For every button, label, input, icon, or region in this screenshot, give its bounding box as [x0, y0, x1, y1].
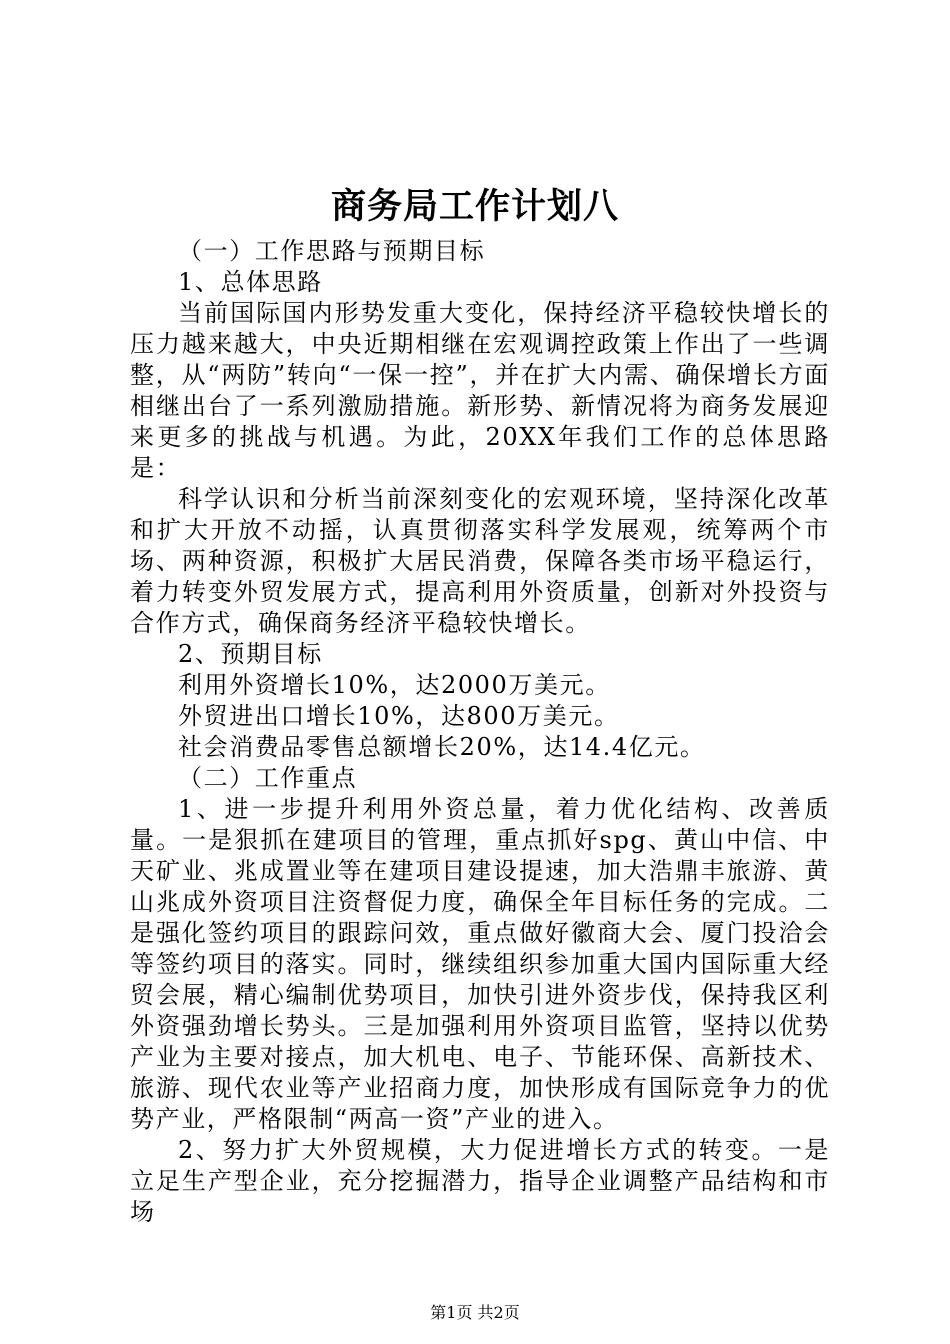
target-retail-sales: 社会消费品零售总额增长20%，达14.4亿元。 — [178, 733, 706, 761]
paragraph-key-work-2: 2、努力扩大外贸规模，大力促进增长方式的转变。一是立足生产型企业，充分挖掘潜力，指导企业调整产品结构和市场 — [130, 1136, 830, 1226]
target-foreign-investment: 利用外资增长10%，达2000万美元。 — [178, 671, 611, 699]
section-heading-2: （二）工作重点 — [178, 764, 358, 792]
subheading-expected-targets: 2、预期目标 — [178, 640, 323, 668]
document-body — [130, 236, 830, 1228]
target-foreign-trade: 外贸进出口增长10%，达800万美元。 — [178, 702, 620, 730]
page-footer: 第1页 共2页 — [430, 1303, 520, 1322]
paragraph-key-work-1: 1、进一步提升利用外资总量，着力优化结构、改善质量。一是狠抓在建项目的管理，重点抓好spg、黄山中信、中天矿业、兆成置业等在建项目建设提速，加大浩鼎丰旅游、黄山兆成外资项目注资督促力度，确保全年目标任务的完成。二是强化签约项目的跟踪问效，重点做好徽商大会、厦门投洽会等签约项目的落实。同时，继续组织参加重大国内国际重大经贸会展，精心编制优势项目，加快引进外资步伐，保持我区利外资强劲增长势头。三是加强利用外资项目监管，坚持以优势产业为主要对接点，加大机电、电子、节能环保、高新技术、旅游、现代农业等产业招商力度，加快形成有国际竞争力的优势产业，严格限制“两高一资”产业的进入。 — [130, 795, 830, 1133]
subheading-overall-approach: 1、总体思路 — [178, 268, 323, 296]
document-title: 商务局工作计划八 — [330, 186, 619, 227]
paragraph-situation: 当前国际国内形势发重大变化，保持经济平稳较快增长的压力越来越大，中央近期相继在宏观调控政策上作出了一些调整，从“两防”转向“一保一控”，并在扩大内需、确保增长方面相继出台了一系列激励措施。新形势、新情况将为商务发展迎来更多的挑战与机遇。为此，20XX年我们工作的总体思路是： — [130, 299, 830, 482]
section-heading-1: （一）工作思路与预期目标 — [178, 237, 486, 265]
paragraph-approach: 科学认识和分析当前深刻变化的宏观环境，坚持深化改革和扩大开放不动摇，认真贯彻落实科学发展观，统筹两个市场、两种资源，积极扩大居民消费，保障各类市场平稳运行，着力转变外贸发展方式，提高利用外资质量，创新对外投资与合作方式，确保商务经济平稳较快增长。 — [130, 485, 830, 637]
